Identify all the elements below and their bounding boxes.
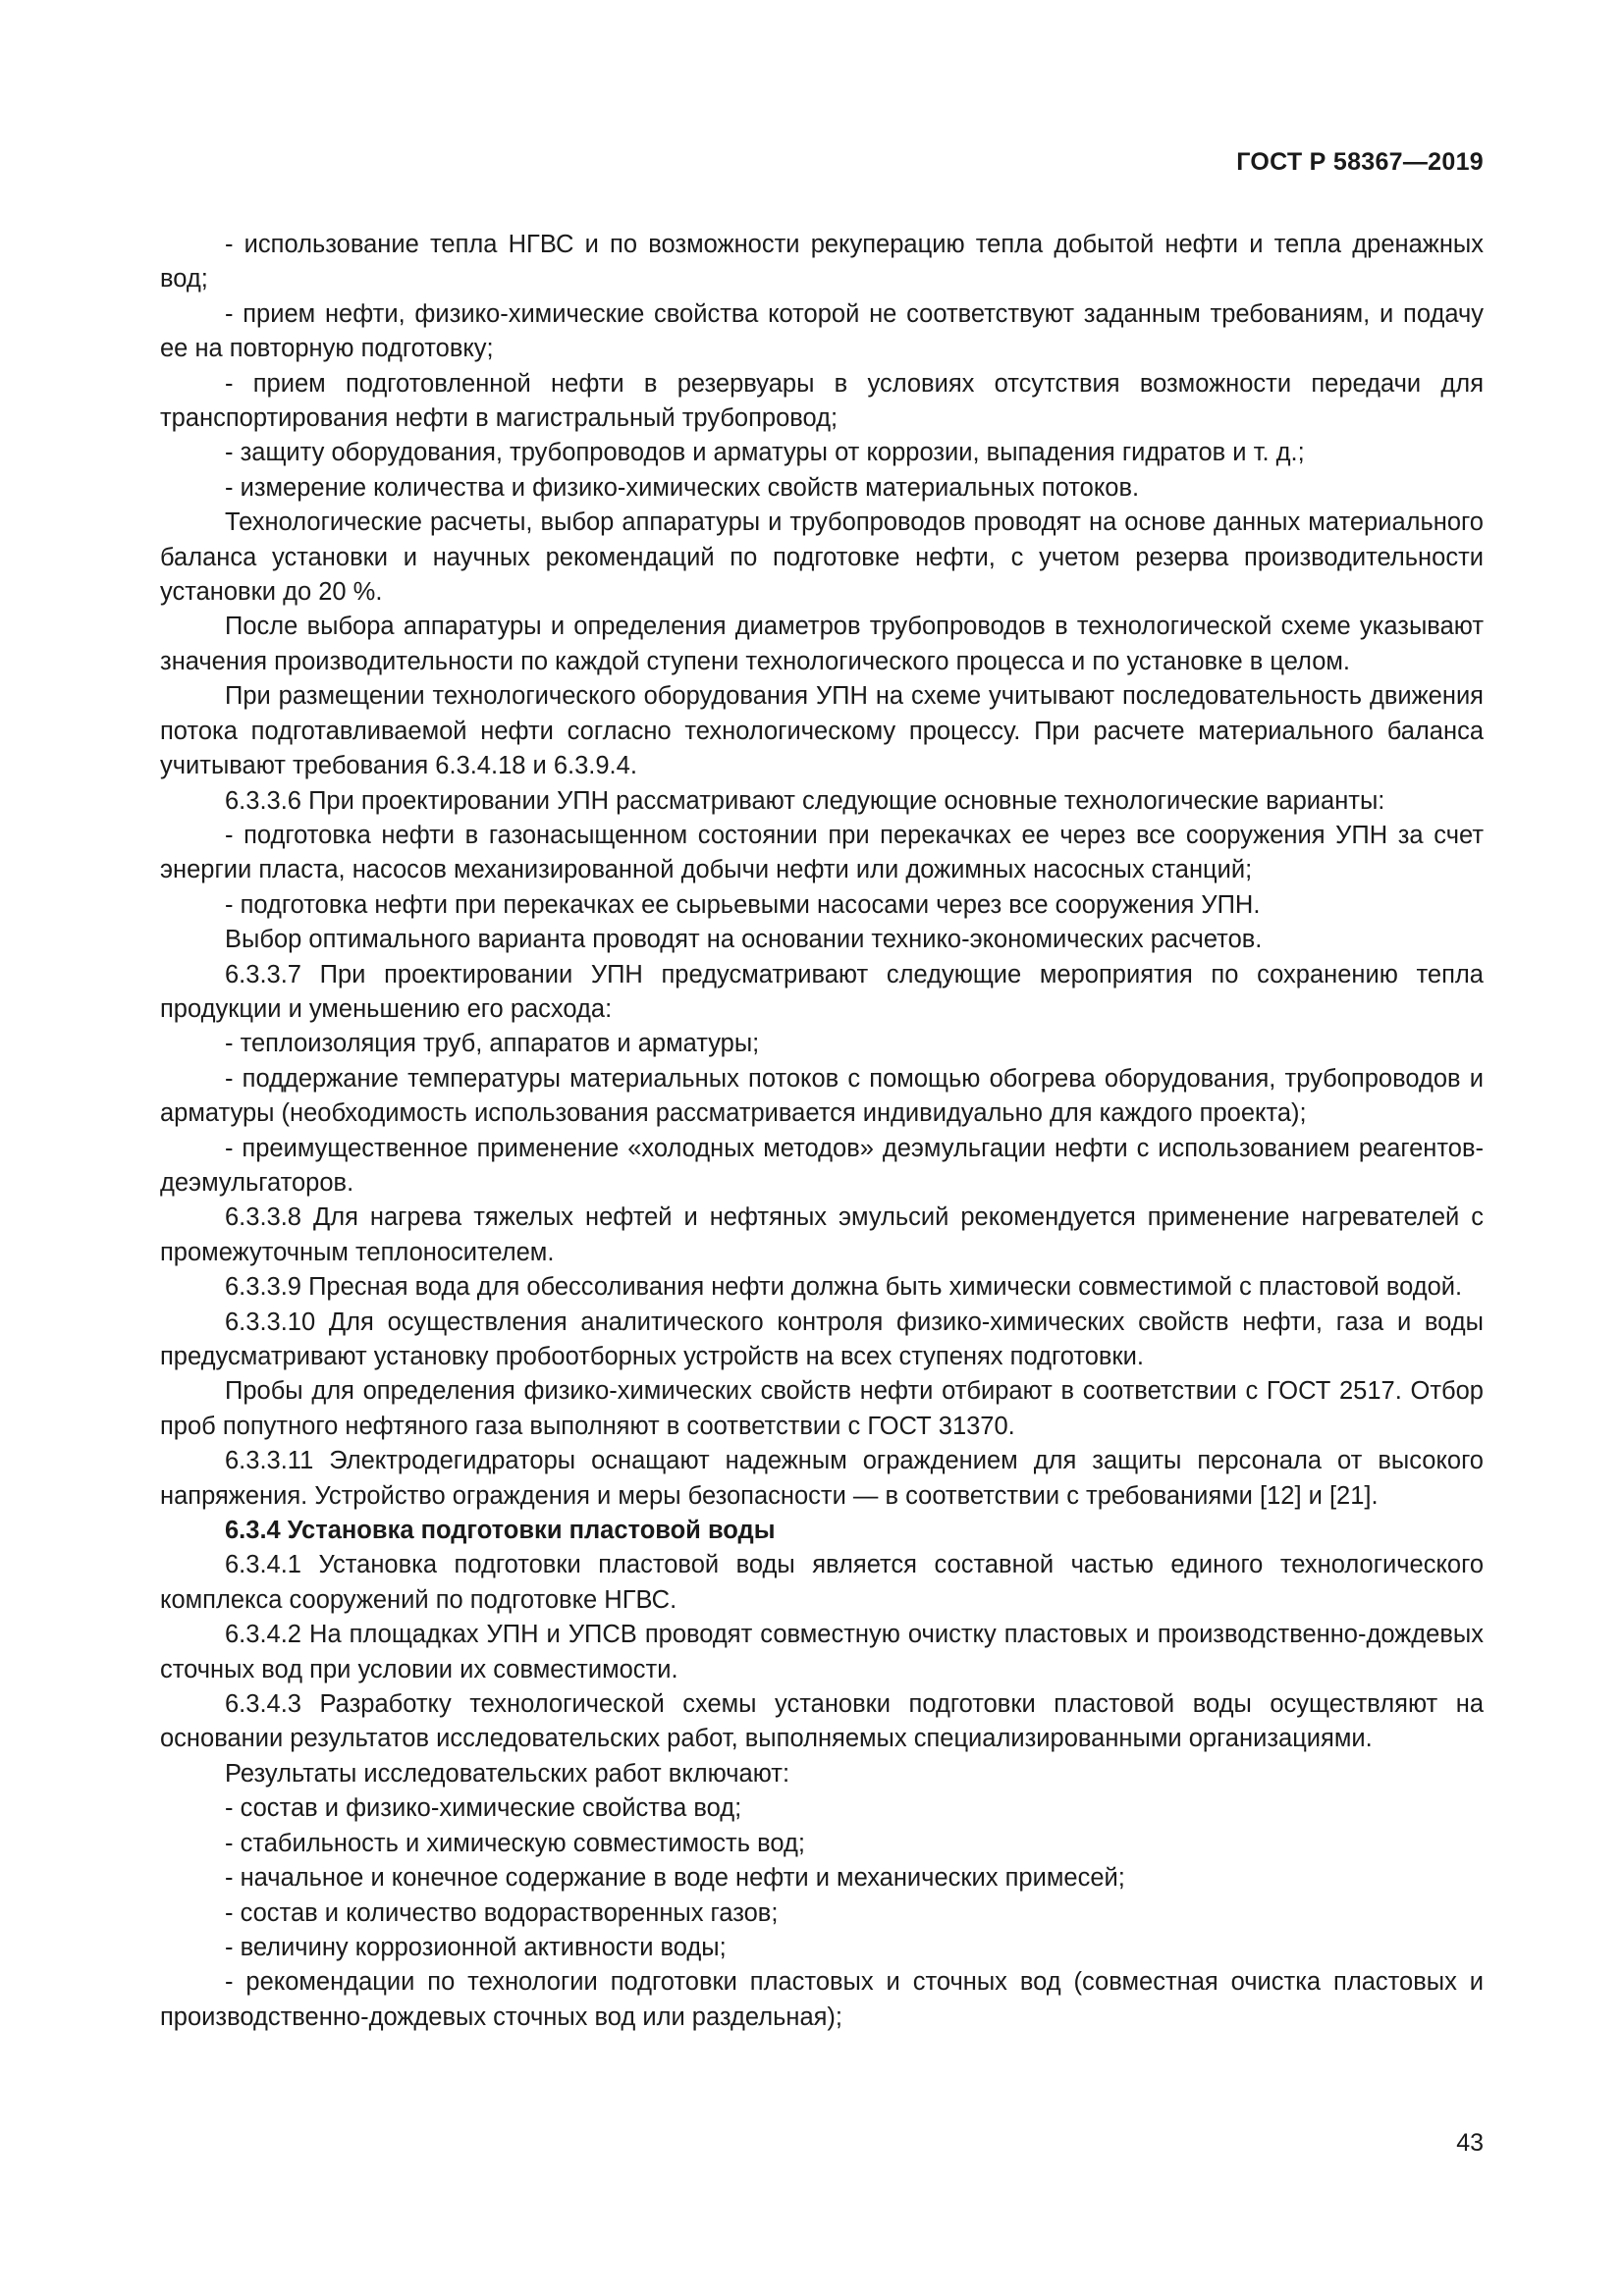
list-item: - подготовка нефти в газонасыщенном состоянии при перекачках ее через все сооружения УПН за счет энергии пласта, насосов механизированной добычи нефти или дожимных насосных станций;	[160, 821, 1484, 884]
list-item: - поддержание температуры материальных потоков с помощью обогрева оборудования, трубопроводов и арматуры (необходимость использования рассматривается индивидуально для каждого проекта);	[160, 1064, 1484, 1128]
clause-6-3-3-10: 6.3.3.10 Для осуществления аналитического контроля физико-химических свойств нефти, газа и воды предусматривают установку пробоотборных устройств на всех ступенях подготовки.	[160, 1308, 1484, 1370]
list-item: - рекомендации по технологии подготовки пластовых и сточных вод (совместная очистка пластовых и производственно-дождевых сточных вод или раздельная);	[160, 1968, 1484, 2031]
list-item: - стабильность и химическую совместимость вод;	[225, 1829, 805, 1857]
list-item: - величину коррозионной активности воды;	[225, 1933, 727, 1961]
list-item: - использование тепла НГВС и по возможности рекуперацию тепла добытой нефти и тепла дренажных вод;	[160, 231, 1484, 294]
list-item: - теплоизоляция труб, аппаратов и арматуры;	[225, 1030, 760, 1058]
paragraph: Результаты исследовательских работ включают:	[225, 1759, 790, 1788]
list-item: - состав и физико-химические свойства вод;	[225, 1794, 742, 1823]
clause-6-3-4-1: 6.3.4.1 Установка подготовки пластовой воды является составной частью единого технологического комплекса сооружений по подготовке НГВС.	[160, 1551, 1484, 1614]
list-item: - преимущественное применение «холодных методов» деэмульгации нефти с использованием реагентов-деэмульгаторов.	[160, 1134, 1484, 1197]
page-number: 43	[1456, 2129, 1484, 2157]
list-item: - прием подготовленной нефти в резервуары в условиях отсутствия возможности передачи для транспортирования нефти в магистральный трубопровод;	[160, 369, 1484, 433]
paragraph: Пробы для определения физико-химических свойств нефти отбирают в соответствии с ГОСТ 2517. Отбор проб попутного нефтяного газа выполняют в соответствии с ГОСТ 31370.	[160, 1377, 1484, 1440]
paragraph: При размещении технологического оборудования УПН на схеме учитывают последовательность движения потока подготавливаемой нефти согласно технологическому процессу. При расчете материального баланса учитывают требования 6.3.4.18 и 6.3.9.4.	[160, 682, 1484, 780]
clause-6-3-3-9: 6.3.3.9 Пресная вода для обессоливания нефти должна быть химически совместимой с пластовой водой.	[225, 1273, 1463, 1302]
paragraph: Выбор оптимального варианта проводят на основании технико-экономических расчетов.	[225, 926, 1263, 954]
list-item: - защиту оборудования, трубопроводов и арматуры от коррозии, выпадения гидратов и т. д.;	[225, 439, 1305, 467]
list-item: - подготовка нефти при перекачках ее сырьевыми насосами через все сооружения УПН.	[225, 890, 1261, 919]
list-item: - измерение количества и физико-химических свойств материальных потоков.	[225, 473, 1140, 502]
list-item: - прием нефти, физико-химические свойства которой не соответствуют заданным требованиям, и подачу ее на повторную подготовку;	[160, 299, 1484, 363]
document-body	[160, 228, 1484, 2035]
clause-6-3-4-3: 6.3.4.3 Разработку технологической схемы установки подготовки пластовой воды осуществляют на основании результатов исследовательских работ, выполняемых специализированными организациями.	[160, 1690, 1484, 1753]
clause-6-3-3-8: 6.3.3.8 Для нагрева тяжелых нефтей и нефтяных эмульсий рекомендуется применение нагревателей с промежуточным теплоносителем.	[160, 1203, 1484, 1266]
list-item: - начальное и конечное содержание в воде нефти и механических примесей;	[225, 1864, 1125, 1893]
list-item: - состав и количество водорастворенных газов;	[225, 1898, 779, 1927]
clause-6-3-3-11: 6.3.3.11 Электродегидраторы оснащают надежным ограждением для защиты персонала от высокого напряжения. Устройство ограждения и меры безопасности — в соответствии с требованиями [12] и [21].	[160, 1447, 1484, 1510]
paragraph: Технологические расчеты, выбор аппаратуры и трубопроводов проводят на основе данных материального баланса установки и научных рекомендаций по подготовке нефти, с учетом резерва производительности установки до 20 %.	[160, 508, 1484, 607]
clause-6-3-3-7: 6.3.3.7 При проектировании УПН предусматривают следующие мероприятия по сохранению тепла продукции и уменьшению его расхода:	[160, 960, 1484, 1023]
clause-6-3-3-6: 6.3.3.6 При проектировании УПН рассматривают следующие основные технологические варианты:	[225, 786, 1385, 815]
paragraph: После выбора аппаратуры и определения диаметров трубопроводов в технологической схеме указывают значения производительности по каждой ступени технологического процесса и по установке в целом.	[160, 613, 1484, 675]
clause-6-3-4-2: 6.3.4.2 На площадках УПН и УПСВ проводят совместную очистку пластовых и производственно-дождевых сточных вод при условии их совместимости.	[160, 1621, 1484, 1683]
document-header-number: ГОСТ Р 58367—2019	[1236, 148, 1484, 176]
section-heading-6-3-4: 6.3.4 Установка подготовки пластовой воды	[225, 1517, 776, 1545]
